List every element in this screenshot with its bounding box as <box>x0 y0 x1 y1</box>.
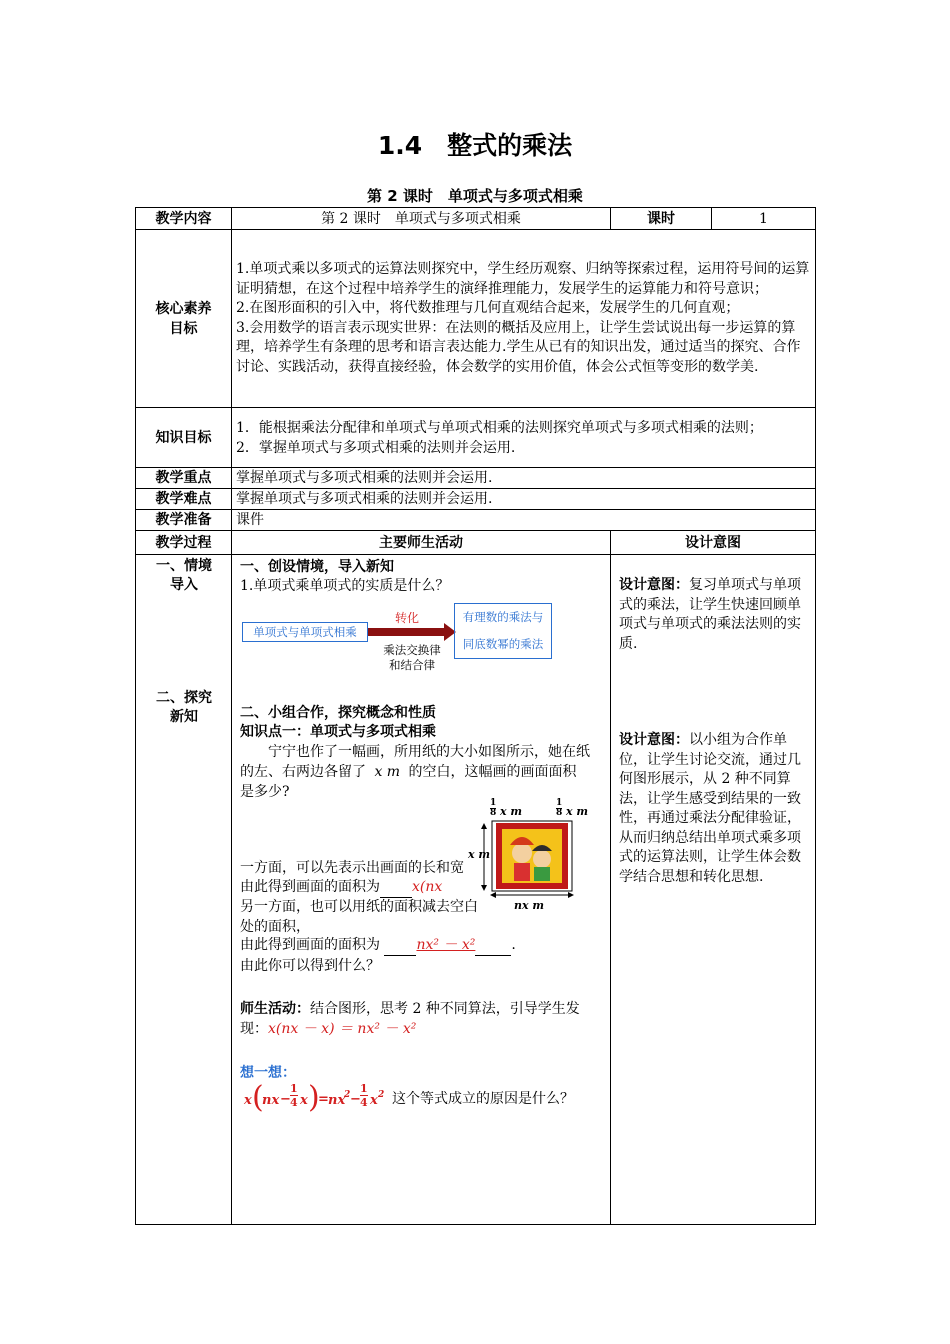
formula-minus: − <box>280 1092 291 1107</box>
conclusion-question: 由此你可以得到什么？ <box>240 958 380 974</box>
formula-den-2: 4 <box>360 1096 368 1109</box>
lesson-plan-table <box>135 207 816 1225</box>
knowledge-label: 知识目标 <box>136 408 232 468</box>
method-1-line: 一方面，可以先表示出画面的长和宽 <box>240 860 464 876</box>
left-frac-num: 1 <box>490 798 497 808</box>
prep-label: 教学准备 <box>136 510 232 531</box>
intent-2-text: 以小组为合作单位，让学生讨论交流，通过几何图形展示，从 2 种不同算法，让学生感受到结果的一致性，再通过乘法分配律验证，从而归纳总结出单项式乘多项式的运算法则，让学生体会数学结合思想和转化思想. <box>619 732 801 885</box>
hours-value: 1 <box>712 208 816 230</box>
bottom-label: nx m <box>514 896 544 916</box>
formula-eq: = <box>318 1092 329 1107</box>
section-heading-2: 二、小组合作，探究概念和性质 <box>240 705 436 721</box>
formula-x2: x <box>300 1093 308 1108</box>
right-frac-den: 8 <box>556 808 563 818</box>
formula-nx2: nx <box>328 1093 346 1108</box>
table-row <box>136 555 816 1225</box>
difficulty-label: 教学难点 <box>136 489 232 510</box>
stage-2-line2: 新知 <box>170 709 198 725</box>
core-label <box>136 230 232 408</box>
formula-minus2: − <box>350 1092 361 1107</box>
intent-2-label: 设计意图： <box>619 732 689 748</box>
think-question: 这个等式成立的原因是什么？ <box>392 1091 574 1107</box>
problem-text <box>240 742 590 802</box>
table-row <box>136 531 816 555</box>
arrow-label-bottom-2: 和结合律 <box>389 658 435 672</box>
core-label-line2: 目标 <box>169 320 198 337</box>
teacher-activity-label: 师生活动： <box>240 1001 310 1017</box>
problem-text-b: 的空白，这幅画的画面面积是多少? <box>240 764 577 800</box>
intent-2 <box>619 731 807 887</box>
process-label: 教学过程 <box>136 531 232 555</box>
prep-text: 课件 <box>232 510 816 531</box>
target-box <box>454 603 552 659</box>
formula-num-2: 1 <box>360 1082 368 1095</box>
teacher-activity <box>240 999 595 1039</box>
core-label-line1: 核心素养 <box>155 300 212 317</box>
table-row <box>136 510 816 531</box>
problem-text-a: 宁宁也作了一幅画，所用纸的大小如图所示，她在纸的左、右两边各留了 <box>240 744 590 780</box>
method-1-result <box>240 877 442 898</box>
core-text: 1.单项式乘以多项式的运算法则探究中，学生经历观察、归纳等探索过程，运用符号间的运算证明猜想，在这个过程中培养学生的演绎推理能力，发展学生的运算能力和符号意识； 2.在图形面积的引入中，将代数推理与几何直观结合起来，发展学生的几何直观； 3.会用数学的语言表示现实世界：在法则的概括及应用上，让学生尝试说出每一步运算的算理，培养学生有条理的思考和语言表达能力.学生从已有的知识出发，通过适当的探究、合作讨论、实践活动，获得直接经验，体会数学的实用价值，体会公式恒等变形的数学美. <box>232 230 816 408</box>
source-box: 单项式与单项式相乘 <box>242 622 368 642</box>
teacher-activity-text: 结合图形，思考 2 种不同算法，引导学生发现： <box>240 1001 580 1037</box>
think-formula: x ( nx − $\frac{1}{4}$ x ) = nx 2 − $\frac{1}{4}$ x 2 这个等式成立的原因是什么？ <box>244 1080 574 1115</box>
page-subtitle: 第 2 课时 单项式与多项式相乘 <box>367 187 583 205</box>
knowledge-point-1: 知识点一：单项式与多项式相乘 <box>240 724 436 740</box>
activity-header: 主要师生活动 <box>232 531 611 555</box>
content-value: 第 2 课时 单项式与多项式相乘 <box>232 208 611 230</box>
formula-fraction <box>290 1082 298 1109</box>
question-1: 1.单项式乘单项式的实质是什么？ <box>240 578 450 594</box>
arrow-right-icon <box>368 623 458 641</box>
intent-1 <box>619 576 807 654</box>
target-box-line2: 同底数幂的乘法 <box>462 637 544 651</box>
formula-sq: 2 <box>344 1090 351 1100</box>
stage-cell <box>136 555 232 1225</box>
right-frac-unit: x m <box>566 805 589 818</box>
content-label: 教学内容 <box>136 208 232 230</box>
intent-1-label: 设计意图： <box>619 577 689 593</box>
problem-variable: x m <box>374 764 401 780</box>
arrow-label-top: 转化 <box>395 611 420 625</box>
method-2-line: 另一方面，也可以用纸的面积减去空白处的面积， <box>240 899 478 935</box>
formula-num: 1 <box>290 1082 298 1095</box>
stage-2-line1: 二、探究 <box>156 690 212 706</box>
table-row <box>136 489 816 510</box>
key-point-text: 掌握单项式与多项式相乘的法则并会运用. <box>232 468 816 489</box>
intent-cell <box>611 555 816 1225</box>
knowledge-text: 1．能根据乘法分配律和单项式与单项式相乘的法则探究单项式与多项式相乘的法则； 2．掌握单项式与多项式相乘的法则并会运用. <box>232 408 816 468</box>
page-title: 1.4 整式的乘法 <box>377 131 573 160</box>
painting-figure <box>468 798 604 912</box>
right-frac-num: 1 <box>556 798 563 808</box>
stage-1-line1: 一、情境 <box>156 558 212 574</box>
method-2-text: 由此得到画面的面积为 <box>240 937 380 953</box>
hours-label: 课时 <box>611 208 712 230</box>
activity-cell <box>232 555 611 1225</box>
key-point-label: 教学重点 <box>136 468 232 489</box>
arrow-label-bottom <box>376 643 448 673</box>
formula-den: 4 <box>290 1096 298 1109</box>
method-1-text: 由此得到画面的面积为 <box>240 879 380 895</box>
table-row <box>136 468 816 489</box>
table-row <box>136 208 816 230</box>
intent-header: 设计意图 <box>611 531 816 555</box>
stage-2-label <box>136 689 232 727</box>
target-box-line1: 有理数的乘法与 <box>462 610 544 624</box>
stage-1-label <box>136 557 232 595</box>
table-row <box>136 408 816 468</box>
painting-image <box>468 799 604 909</box>
stage-1-line2: 导入 <box>170 577 198 593</box>
conversion-diagram <box>240 599 570 672</box>
intent-1-text: 复习单项式与单项式的乘法，让学生快速回顾单项式与单项式的乘法法则的实质. <box>619 577 801 652</box>
think-heading: 想一想： <box>240 1065 296 1081</box>
left-frac-unit: x m <box>500 805 523 818</box>
method-1-expr: x(nx <box>412 879 443 895</box>
arrow-label-bottom-1: 乘法交换律 <box>383 643 441 657</box>
side-label: x m <box>468 848 491 861</box>
method-2-result: 由此得到画面的面积为 nx² － x² . <box>240 935 516 956</box>
table-row <box>136 230 816 408</box>
teacher-activity-expr: x(nx － x) ＝ nx² － x² <box>268 1021 417 1037</box>
formula-nx: nx <box>262 1093 280 1108</box>
method-2-expr: nx² － x² <box>416 937 476 953</box>
difficulty-text: 掌握单项式与多项式相乘的法则并会运用. <box>232 489 816 510</box>
formula-fraction-2 <box>360 1082 368 1109</box>
formula-sq2: 2 <box>378 1090 385 1100</box>
formula-x3: x <box>370 1093 378 1108</box>
formula-x: x <box>244 1093 252 1108</box>
left-frac-den: 8 <box>490 808 497 818</box>
section-heading-1: 一、创设情境，导入新知 <box>240 559 394 575</box>
